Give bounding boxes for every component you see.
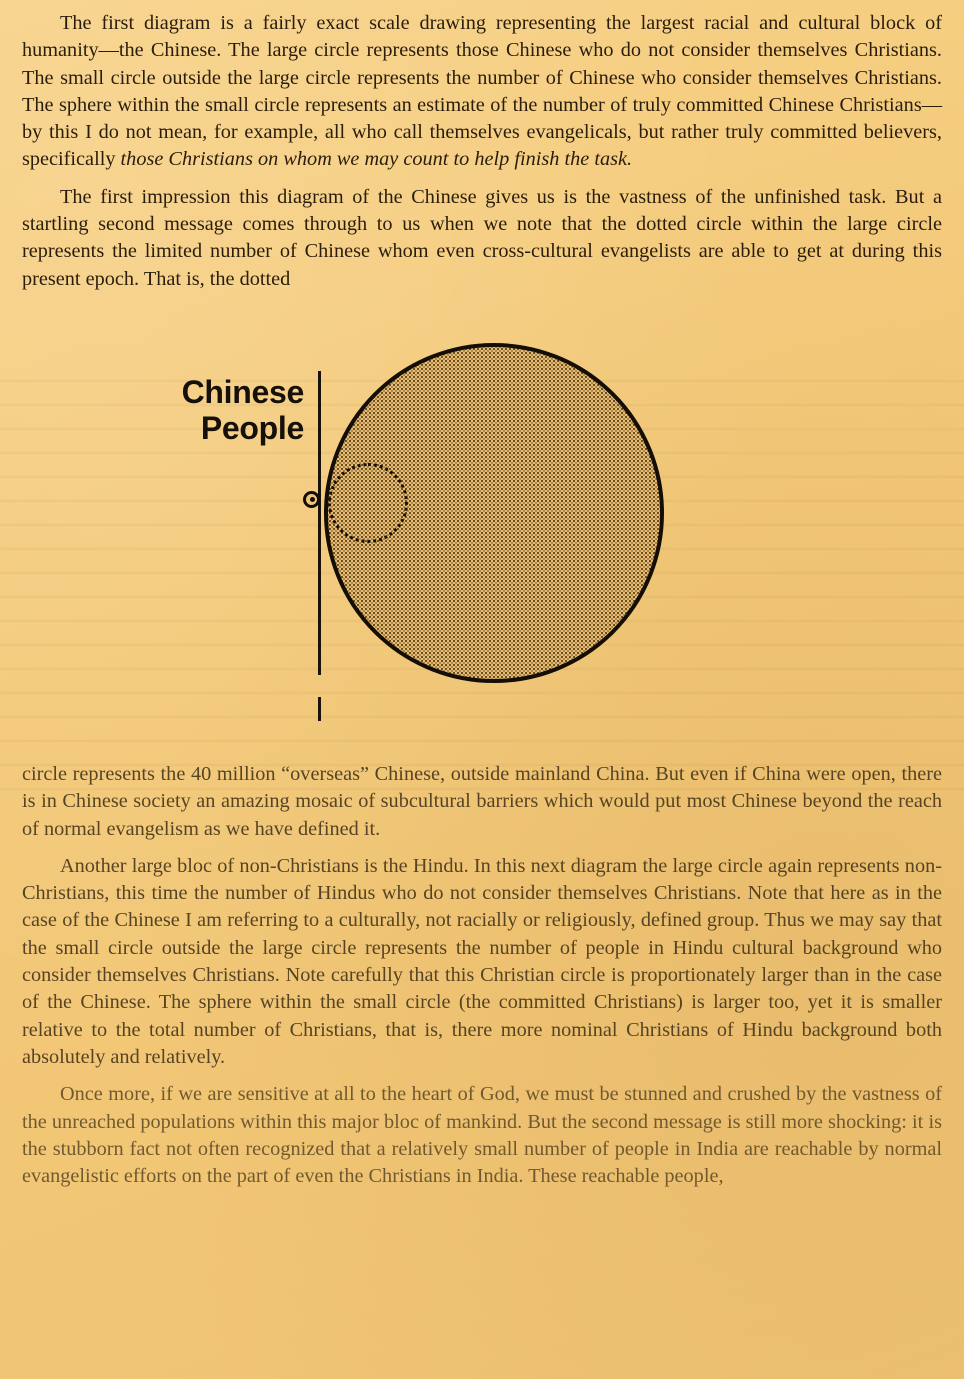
sphere-committed-christians xyxy=(303,491,320,508)
chinese-people-diagram xyxy=(22,315,942,745)
diagram-label xyxy=(118,375,304,447)
dotted-circle-reachable-chinese xyxy=(328,463,408,543)
diagram-label-line1: Chinese xyxy=(181,373,304,410)
paragraph-1-italic: those Christians on whom we may count to help finish the task. xyxy=(120,148,633,171)
paragraph-5: Once more, if we are sensitive at all to the heart of God, we must be stunned and crushed by the vastness of the unreached populations within this major bloc of mankind. But the second message is still more shocking: it is the stubborn fact not often recognized that a relatively small number of people in India are reachable by normal evangelistic efforts on the part of even the Christians in India. These reachable people, xyxy=(22,1083,942,1188)
page-content xyxy=(22,0,942,1190)
diagram-baseline xyxy=(318,371,321,675)
diagram-baseline-tick xyxy=(318,697,321,721)
paragraph-2: The first impression this diagram of the Chinese gives us is the vastness of the unfinished task. But a startling second message comes through to us when we note that the dotted circle within the large circle represents the limited number of Chinese whom even cross-cultural evangelists are able to get at during this present epoch. That is, the dotted xyxy=(22,185,942,290)
paragraph-1-text: The first diagram is a fairly exact scale drawing representing the largest racial and cultural block of humanity—the Chinese. The large circle represents those Chinese who do not consider themselves Christians. The small circle outside the large circle represents the number of Chinese who consider themselves Christians. The sphere within the small circle represents an estimate of the number of truly committed Chinese Christians—by this I do not mean, for example, all who call themselves evangelicals, but rather truly committed believers, specifically xyxy=(22,12,942,171)
diagram-label-line2: People xyxy=(200,409,304,446)
paragraph-4: Another large bloc of non-Christians is the Hindu. In this next diagram the large circle again represents non-Christians, this time the number of Hindus who do not consider themselves Christians. Note that here as in the case of the Chinese I am referring to a culturally, not racially or religiously, defined group. Thus we may say that the small circle outside the large circle represents the number of people in Hindu cultural background who consider themselves Christians. Note carefully that this Christian circle is proportionately larger than in the case of the Chinese. The sphere within the small circle (the committed Christians) is larger too, yet it is smaller relative to the total number of Christians, that is, there more nominal Christians of Hindu background both absolutely and relatively. xyxy=(22,854,942,1068)
paragraph-3: circle represents the 40 million “overseas” Chinese, outside mainland China. But even if China were open, there is in Chinese society an amazing mosaic of subcultural barriers which would put most Chinese beyond the reach of normal evangelism as we have defined it. xyxy=(22,762,942,840)
paragraph-1 xyxy=(22,10,942,174)
